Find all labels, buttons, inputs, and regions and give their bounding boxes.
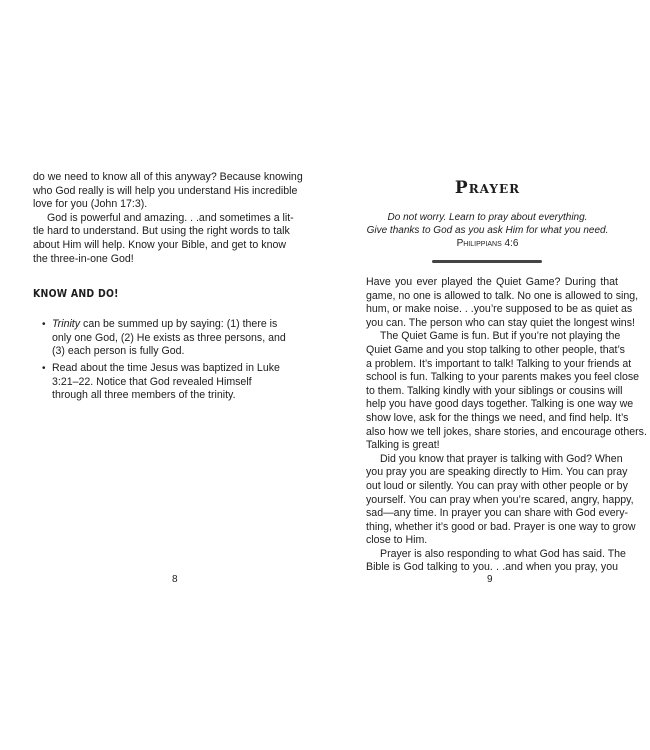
bullet-line: only one God, (2) He exists as three persons, and	[52, 331, 286, 344]
bullet-line: Read about the time Jesus was baptized in Luke	[52, 362, 280, 374]
bullet-icon: •	[42, 363, 46, 374]
left-body-text	[33, 171, 303, 266]
quote-line: Do not worry. Learn to pray about everything.	[387, 212, 588, 223]
text-line: school is fun. Talking to your parents makes you feel close	[366, 371, 640, 384]
page-number: 9	[487, 574, 493, 585]
text-line: do we need to know all of this anyway? Because knowing	[33, 171, 303, 183]
page-number: 8	[172, 574, 178, 585]
text-line: tle hard to understand. But using the right words to talk	[33, 225, 290, 238]
text-line: The Quiet Game is fun. But if you’re not playing the	[380, 330, 621, 343]
text-line: Prayer is also responding to what God has said. The	[380, 547, 626, 560]
text-line: show love, ask for the things we need, and find help. It’s	[366, 411, 629, 424]
text-line: yourself. You can pray when you’re scared, angry, happy,	[366, 493, 634, 506]
bullet-icon: •	[42, 319, 46, 330]
know-and-do-heading: KNOW AND DO!	[33, 287, 119, 300]
text-line: close to Him.	[366, 534, 428, 547]
bullet-line: through all three members of the trinity.	[52, 389, 236, 402]
text-line: love for you (John 17:3).	[33, 198, 148, 211]
text-line: game, no one is allowed to talk. No one is allowed to sing,	[366, 289, 639, 302]
divider-rule	[432, 260, 542, 263]
bullet-line: (3) each person is fully God.	[52, 345, 185, 358]
scripture-quote	[325, 211, 650, 250]
text-line: to them. Talking kindly with your siblings or cousins will	[366, 384, 623, 397]
text-line: Talking is great!	[366, 439, 440, 452]
text-line: Quiet Game and you stop talking to other people, that’s	[366, 343, 625, 356]
bullet-line: Trinity can be summed up by saying: (1) there is	[52, 318, 278, 330]
bullet-line: 3:21–22. Notice that God revealed Himself	[52, 375, 252, 388]
text-line: Bible is God talking to you. . .and when you pray, you	[366, 561, 618, 574]
text-line: also how we tell jokes, share stories, and encourage others.	[366, 425, 647, 438]
italic-term: Trinity	[52, 318, 81, 330]
right-body-text	[366, 276, 647, 575]
text-line: hum, or make noise. . .you’re supposed to be as quiet as	[366, 303, 633, 316]
text-line: help you have good days together. Talking is one way we	[366, 398, 634, 411]
text-line: the three-in-one God!	[33, 252, 134, 265]
chapter-title: Prayer	[454, 178, 521, 198]
text-line: Did you know that prayer is talking with God? When	[380, 452, 623, 465]
text-line: God is powerful and amazing. . .and sometimes a lit-	[47, 211, 294, 224]
bullet-item	[42, 362, 282, 403]
text-line: out loud or silently. You can pray with other people or by	[366, 479, 628, 492]
text-line: Have you ever played the Quiet Game? During that	[366, 276, 618, 288]
quote-line: Give thanks to God as you ask Him for what you need.	[366, 225, 609, 236]
bullet-item	[42, 318, 286, 359]
text-line: you can. The person who can stay quiet the longest wins!	[366, 316, 635, 329]
text-line: you pray you are speaking directly to Him. You can pray	[366, 466, 628, 479]
text-line: about Him will help. Know your Bible, and get to know	[33, 238, 286, 251]
right-page	[325, 0, 650, 750]
text-line: sad—any time. In prayer you can share with God every-	[366, 507, 629, 520]
quote-reference: Philippians 4:6	[456, 238, 519, 249]
text-line: thing, whether it’s good or bad. Prayer is one way to grow	[366, 520, 636, 533]
text-line: who God really is will help you understand His incredible	[33, 184, 298, 197]
text-line: a problem. It’s important to talk! Talking to your friends at	[366, 357, 632, 370]
